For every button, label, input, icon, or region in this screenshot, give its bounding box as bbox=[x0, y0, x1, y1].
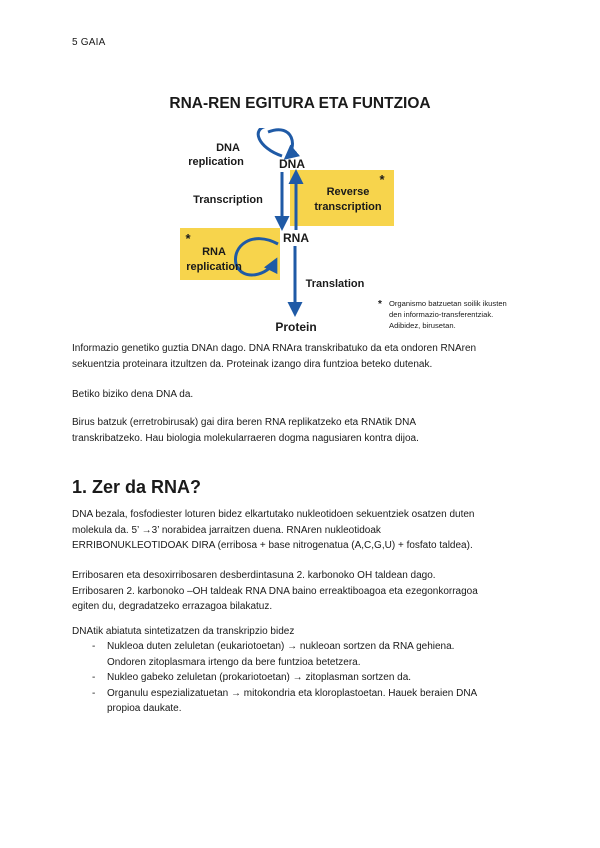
intro-p3-line-2: transkribatzeko. Hau biologia molekularraeren dogma nagusiaren kontra dijoa. bbox=[72, 432, 419, 444]
section-paragraph-2 bbox=[72, 568, 532, 615]
rna-replication-asterisk: * bbox=[185, 231, 191, 246]
s1-p2-line-3: egiten du, degradatzeko errazagoa bilakatuz. bbox=[72, 601, 273, 612]
list-item bbox=[72, 670, 532, 686]
bullet-1-line-1: Nukleoa duten zeluletan (eukariotoetan) → nukleoan sortzen da RNA gehiena. bbox=[107, 641, 455, 652]
s1-p2-line-2: Erribosaren 2. karbonoko –OH taldeak RNA DNA baino erreaktiboagoa eta ezegonkorragoa bbox=[72, 585, 478, 597]
reverse-transcription-box bbox=[290, 170, 394, 226]
intro-paragraph-1 bbox=[72, 341, 532, 372]
footnote-line-1: Organismo batzuetan soilik ikusten bbox=[389, 299, 507, 308]
intro-p1-line-1: Informazio genetiko guztia DNAn dago. DNA RNAra transkribatuko da eta ondoren RNAren bbox=[72, 343, 477, 354]
rna-node: RNA bbox=[283, 231, 309, 245]
dna-replication-arrow bbox=[258, 128, 292, 158]
section-heading: 1. Zer da RNA? bbox=[72, 477, 202, 497]
intro-paragraph-2: Betiko biziko dena DNA da. bbox=[72, 389, 194, 400]
list-item bbox=[72, 686, 532, 717]
bullet-3-line-1: Organulu espezializatuetan → mitokondria eta kloroplastoetan. Hauek beraien DNA bbox=[107, 687, 478, 699]
bullet-2-line-1: Nukleo gabeko zeluletan (prokariotoetan) → zitoplasman sortzen da. bbox=[107, 672, 412, 683]
list-item bbox=[72, 639, 532, 670]
transcription-location-list bbox=[72, 639, 532, 717]
dna-replication-label-2: replication bbox=[188, 156, 244, 168]
bullet-dash: - bbox=[92, 687, 96, 699]
transcription-label: Transcription bbox=[193, 194, 263, 206]
s1-p1-line-3: ERRIBONUKLEOTIDOAK DIRA (erribosa + base nitrogenatua (A,C,G,U) + fosfato taldea). bbox=[72, 540, 473, 551]
intro-p3-line-1: Birus batzuk (erretrobirusak) gai dira beren RNA replikatzeko eta RNAtik DNA bbox=[72, 417, 417, 428]
bullet-dash: - bbox=[92, 672, 96, 683]
s1-p1-line-1: DNA bezala, fosfodiester loturen bidez elkartutako nukleotidoen sekuentziek osatzen duten bbox=[72, 509, 475, 520]
s1-p2-line-1: Erribosaren eta desoxirribosaren desberdintasuna 2. karbonoko OH taldean dago. bbox=[72, 570, 436, 581]
footnote-line-3: Adibidez, birusetan. bbox=[389, 321, 456, 330]
dna-replication-label-1: DNA bbox=[216, 142, 240, 154]
footnote-asterisk: * bbox=[378, 299, 382, 310]
translation-label: Translation bbox=[305, 278, 365, 290]
central-dogma-diagram bbox=[170, 128, 530, 338]
reverse-transcription-asterisk: * bbox=[379, 172, 385, 187]
reverse-transcription-label-1: Reverse bbox=[326, 186, 370, 198]
protein-node: Protein bbox=[275, 320, 317, 334]
bullet-dash: - bbox=[92, 641, 96, 652]
s1-p1-line-2: molekula da. 5’ →3’ norabidea jarraitzen duena. RNAren nukleotidoak bbox=[72, 524, 381, 536]
page-header: 5 GAIA bbox=[72, 37, 106, 48]
dna-node: DNA bbox=[279, 157, 305, 171]
bullet-1-line-2: Ondoren zitoplasmara irtengo da bere funtzioa betetzera. bbox=[107, 656, 361, 668]
footnote-line-2: den informazio-transferentziak. bbox=[389, 310, 494, 319]
reverse-transcription-label-2: transcription bbox=[314, 201, 382, 213]
section-paragraph-1 bbox=[72, 507, 532, 554]
intro-p1-line-2: sekuentzia proteinara itzultzen da. Proteinak izango dira funtzioa beteko dutenak. bbox=[72, 358, 433, 370]
section-paragraph-3: DNAtik abiatuta sintetizatzen da transkripzio bidez bbox=[72, 626, 295, 637]
rna-replication-label-1: RNA bbox=[202, 246, 226, 258]
page-title: RNA-REN EGITURA ETA FUNTZIOA bbox=[169, 95, 431, 112]
bullet-3-line-2: propioa daukate. bbox=[107, 703, 182, 714]
rna-replication-label-2: replication bbox=[186, 261, 242, 273]
intro-paragraph-3 bbox=[72, 415, 532, 446]
